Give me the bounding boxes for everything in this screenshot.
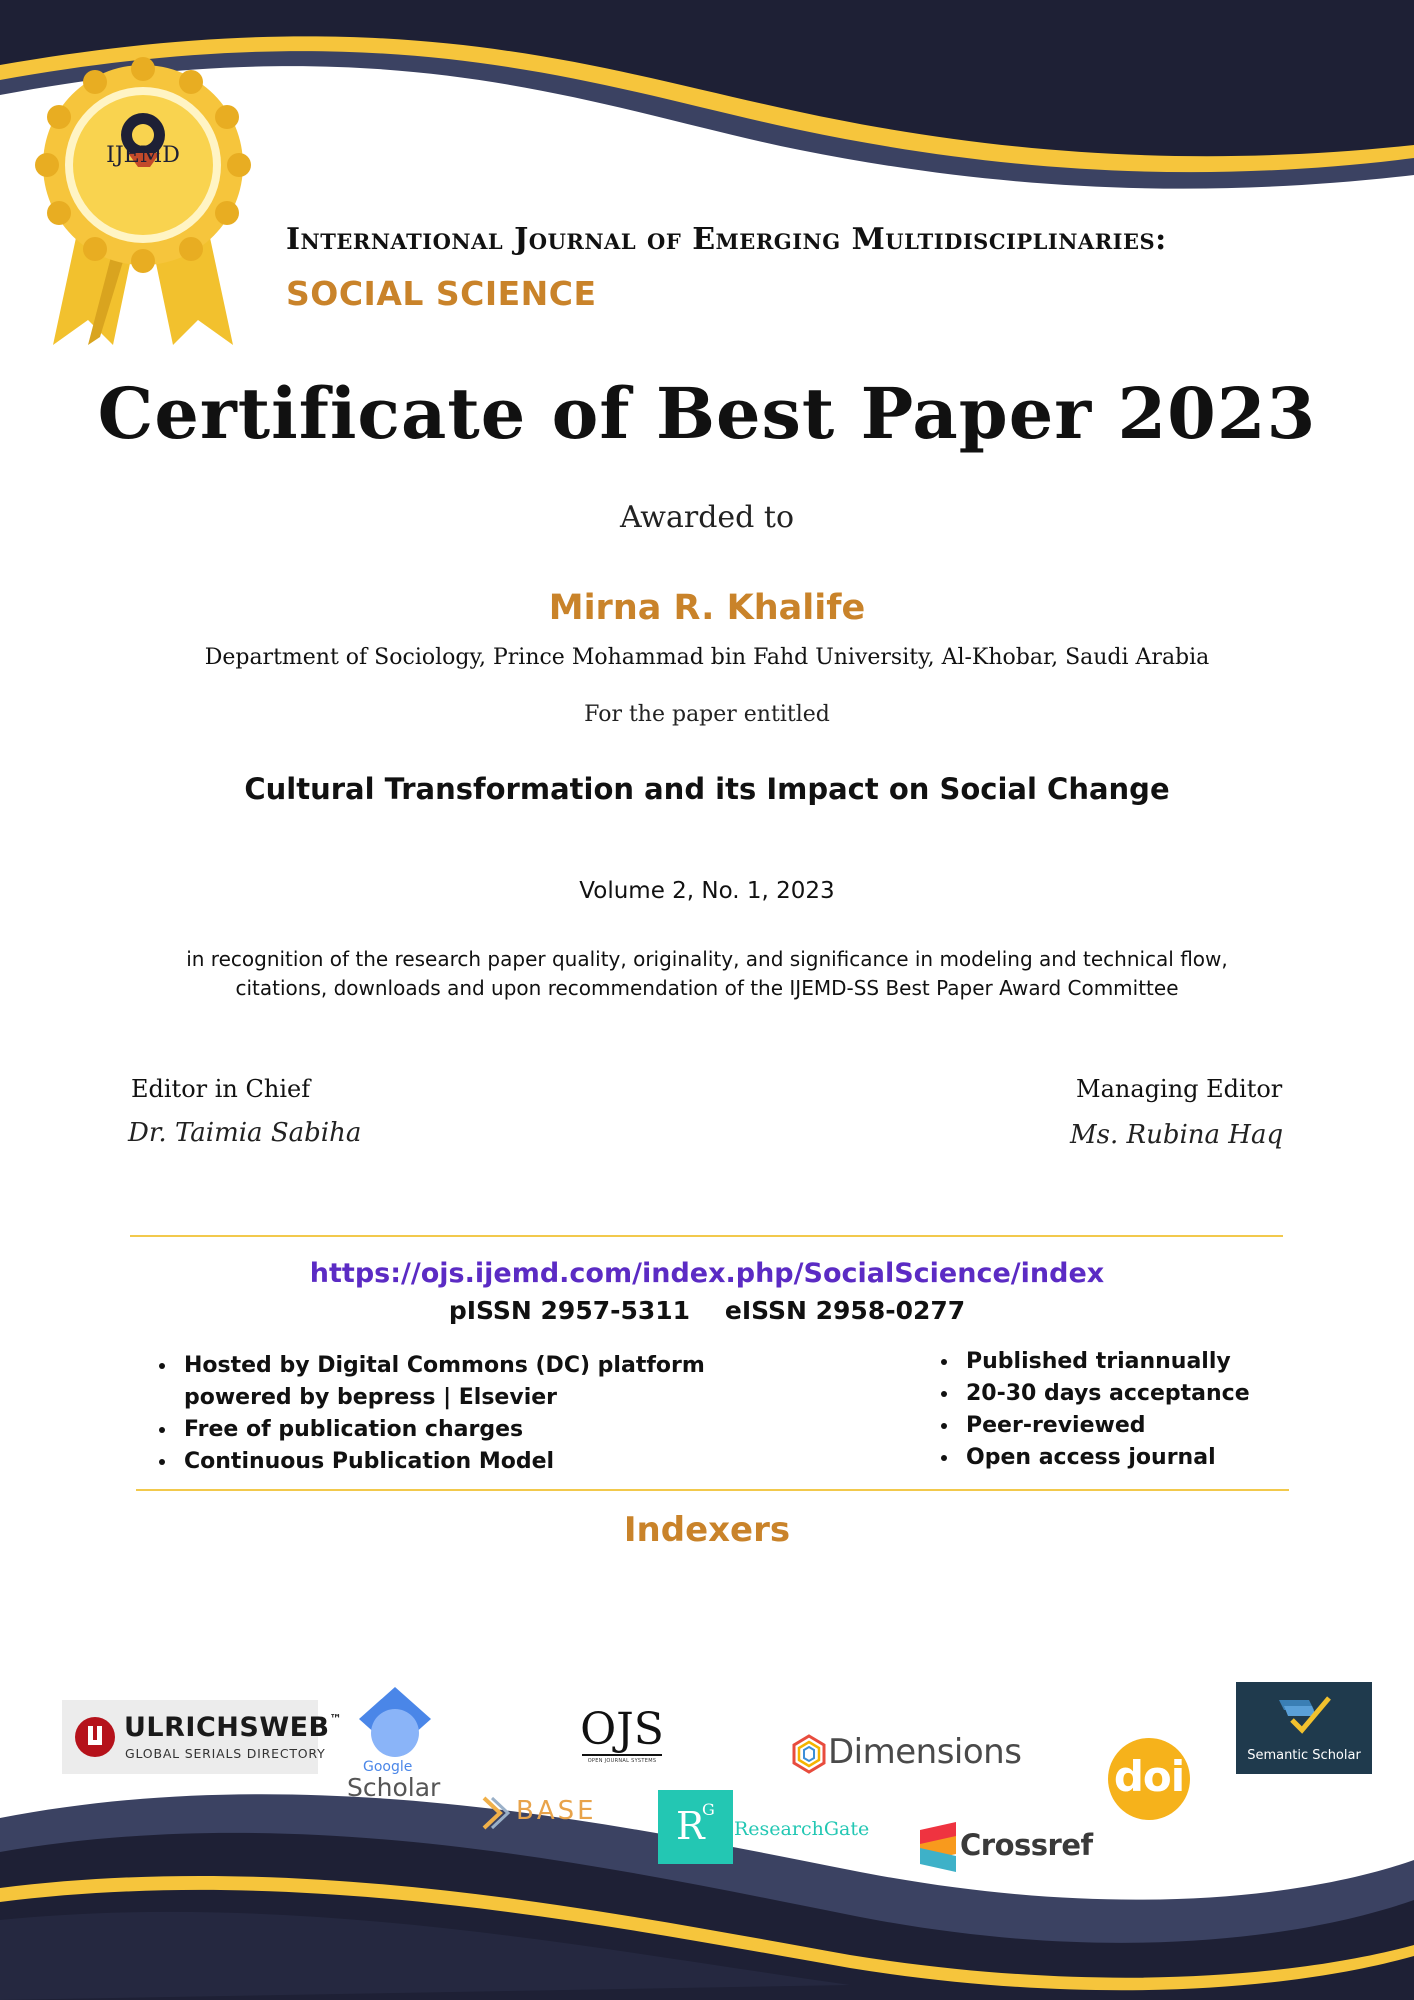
base-icon — [482, 1796, 516, 1830]
indexers-heading: Indexers — [623, 1510, 791, 1550]
base-logo — [472, 1788, 612, 1838]
semantic-scholar-icon — [1274, 1690, 1334, 1740]
recipient-affiliation: Department of Sociology, Prince Mohammad bin Fahd University, Al-Khobar, Saudi Arabia — [204, 645, 1210, 670]
dimensions-icon — [792, 1734, 826, 1774]
feature-item: • Open access journal — [960, 1442, 1250, 1474]
paper-title: Cultural Transformation and its Impact on Social Change — [244, 772, 1170, 806]
ojs-subtitle: OPEN JOURNAL SYSTEMS — [587, 1758, 657, 1764]
crossref-text: Crossref — [960, 1828, 1093, 1862]
ulrichsweb-tm: ™ — [329, 1712, 343, 1726]
editor-in-chief-signature: Dr. Taimia Sabiha — [128, 1118, 362, 1148]
google-scholar-logo — [345, 1685, 475, 1810]
managing-editor-label: Managing Editor — [1076, 1075, 1283, 1103]
ulrichsweb-subtitle: GLOBAL SERIALS DIRECTORY — [125, 1746, 326, 1761]
award-ribbon-badge-icon — [28, 55, 258, 355]
feature-item: • 20-30 days acceptance — [960, 1378, 1250, 1410]
researchgate-text: ResearchGate — [734, 1818, 870, 1840]
journal-url-link[interactable]: https://ojs.ijemd.com/index.php/SocialScience/index — [309, 1258, 1105, 1289]
feature-item: • Free of publication charges — [178, 1414, 705, 1446]
semantic-scholar-logo — [1236, 1682, 1372, 1774]
feature-item: • Hosted by Digital Commons (DC) platform — [178, 1350, 705, 1382]
editor-in-chief-label: Editor in Chief — [131, 1075, 311, 1103]
scholar-text: Scholar — [347, 1773, 441, 1802]
awarded-to-label: Awarded to — [619, 500, 795, 535]
crossref-icon — [918, 1820, 958, 1874]
google-text: Google — [363, 1759, 413, 1775]
left-features-list — [138, 1350, 705, 1478]
divider-bottom — [136, 1489, 1289, 1491]
journal-subtitle: SOCIAL SCIENCE — [286, 274, 597, 313]
journal-title: International Journal of Emerging Multidisciplinaries: — [286, 222, 1167, 257]
ulrichsweb-icon — [74, 1714, 116, 1760]
dimensions-text: Dimensions — [828, 1732, 1022, 1772]
base-text: BASE — [516, 1796, 597, 1826]
feature-item: • Published triannually — [960, 1346, 1250, 1378]
semantic-scholar-text: Semantic Scholar — [1247, 1748, 1361, 1763]
doi-text: doi — [1113, 1752, 1185, 1801]
recognition-line-1: in recognition of the research paper quality, originality, and significance in modeling and technical flow, — [186, 947, 1228, 971]
issn-info: pISSN 2957-5311 eISSN 2958-0277 — [448, 1296, 966, 1325]
managing-editor-signature: Ms. Rubina Haq — [1070, 1120, 1284, 1150]
researchgate-logo — [658, 1790, 880, 1864]
researchgate-icon-sup: G — [702, 1800, 715, 1819]
feature-item: • Peer-reviewed — [960, 1410, 1250, 1442]
ulrichsweb-text: ULRICHSWEB — [124, 1712, 330, 1743]
recipient-name: Mirna R. Khalife — [548, 588, 866, 628]
ojs-text: OJS — [580, 1704, 664, 1755]
volume-info: Volume 2, No. 1, 2023 — [579, 878, 835, 904]
for-paper-label: For the paper entitled — [584, 702, 830, 727]
feature-item: • Continuous Publication Model — [178, 1446, 705, 1478]
google-scholar-icon — [355, 1685, 435, 1765]
ulrichsweb-logo — [62, 1700, 343, 1774]
ojs-logo — [578, 1706, 666, 1766]
right-features-list — [920, 1346, 1250, 1474]
certificate-title: Certificate of Best Paper 2023 — [97, 372, 1317, 455]
feature-item: powered by bepress | Elsevier — [184, 1385, 558, 1410]
recognition-line-2: citations, downloads and upon recommendation of the IJEMD-SS Best Paper Award Committee — [235, 976, 1179, 1000]
badge-label: IJEMD — [106, 143, 180, 168]
recognition-text — [0, 945, 1414, 1003]
divider-top — [130, 1235, 1283, 1237]
crossref-logo — [918, 1818, 1093, 1876]
dimensions-logo — [792, 1732, 1022, 1782]
researchgate-icon: R — [676, 1804, 705, 1848]
doi-logo — [1108, 1738, 1190, 1820]
